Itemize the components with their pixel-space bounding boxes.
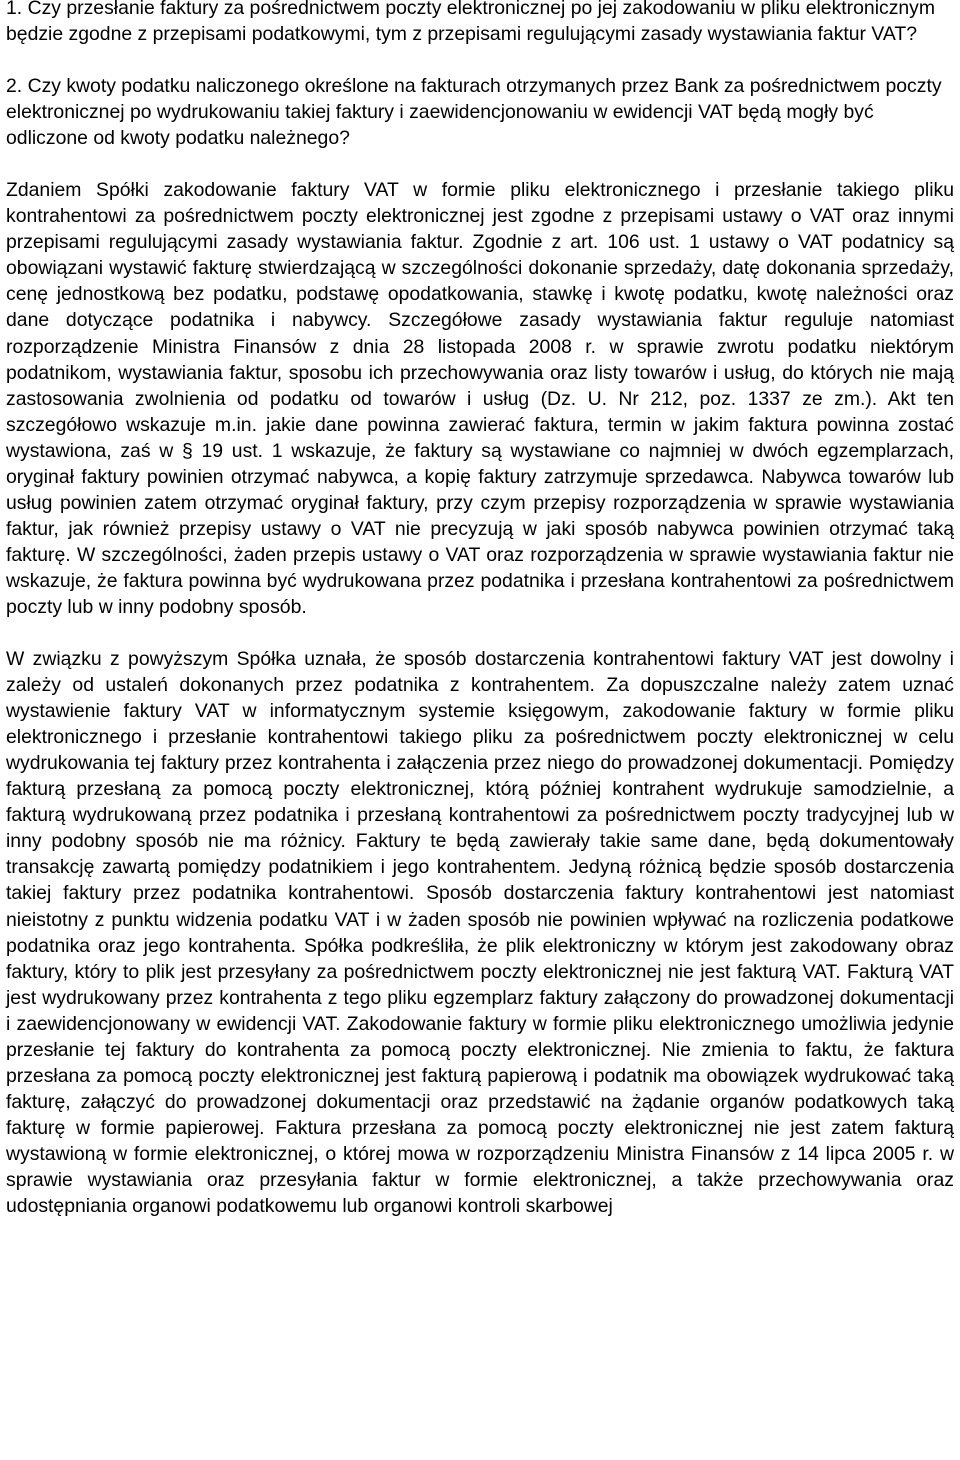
question-1-text: Czy przesłanie faktury za pośrednictwem poczty elektronicznej po jej zakodowaniu w pliku elektronicznym będzie zgodne z przepisami podatkowymi, tym z przepisami regulującymi zasady wystawiania faktur VAT?	[6, 0, 936, 46]
question-2-text: Czy kwoty podatku naliczonego określone na fakturach otrzymanych przez Bank za pośrednictwem poczty elektronicznej po wydrukowaniu takiej faktury i zaewidencjonowaniu w ewidencji VAT będą mogły być odliczone od kwoty podatku należnego?	[6, 75, 942, 150]
question-2-number: 2.	[6, 75, 23, 98]
paragraph-company-position: Zdaniem Spółki zakodowanie faktury VAT w formie pliku elektronicznego i przesłanie takiego pliku kontrahentowi za pośrednictwem poczty elektronicznej jest zgodne z przepisami ustawy o VAT oraz innymi przepisami regulującymi zasady wystawiania faktur. Zgodnie z art. 106 ust. 1 ustawy o VAT podatnicy są obowiązani wystawić fakturę stwierdzającą w szczególności dokonanie sprzedaży, datę dokonania sprzedaży, cenę jednostkową bez podatku, podstawę opodatkowania, stawkę i kwotę podatku, kwotę należności oraz dane dotyczące podatnika i nabywcy. Szczegółowe zasady wystawiania faktur reguluje natomiast rozporządzenie Ministra Finansów z dnia 28 listopada 2008 r. w sprawie zwrotu podatku niektórym podatnikom, wystawiania faktur, sposobu ich przechowywania oraz listy towarów i usług, do których nie mają zastosowania zwolnienia od podatku od towarów i usług (Dz. U. Nr 212, poz. 1337 ze zm.). Akt ten szczegółowo wskazuje m.in. jakie dane powinna zawierać faktura, termin w jakim faktura powinna zostać wystawiona, zaś w § 19 ust. 1 wskazuje, że faktury są wystawiane co najmniej w dwóch egzemplarzach, oryginał faktury powinien otrzymać nabywca, a kopię faktury zatrzymuje sprzedawca. Nabywca towarów lub usług powinien zatem otrzymać oryginał faktury, przy czym przepisy rozporządzenia w sprawie wystawiania faktur, jak również przepisy ustawy o VAT nie precyzują w jaki sposób nabywca powinien otrzymać taką fakturę. W szczególności, żaden przepis ustawy o VAT oraz rozporządzenia w sprawie wystawiania faktur nie wskazuje, że faktura powinna być wydrukowana przez podatnika i przesłana kontrahentowi za pośrednictwem poczty lub w inny podobny sposób.	[6, 179, 954, 618]
question-1	[6, 0, 954, 47]
question-2	[6, 73, 954, 151]
paragraph-conclusion: W związku z powyższym Spółka uznała, że sposób dostarczenia kontrahentowi faktury VAT jest dowolny i zależy od ustaleń dokonanych przez podatnika z kontrahentem. Za dopuszczalne należy zatem uznać wystawienie faktury VAT w informatycznym systemie księgowym, zakodowanie faktury w formie pliku elektronicznego i przesłanie kontrahentowi takiego pliku za pośrednictwem poczty elektronicznej w celu wydrukowania tej faktury przez kontrahenta i załączenia przez niego do prowadzonej dokumentacji. Pomiędzy fakturą przesłaną za pomocą poczty elektronicznej, którą później kontrahent wydrukuje samodzielnie, a fakturą wydrukowaną przez podatnika i przesłaną kontrahentowi za pośrednictwem poczty tradycyjnej lub w inny podobny sposób nie ma różnicy. Faktury te będą zawierały takie same dane, będą dokumentowały transakcję zawartą pomiędzy podatnikiem i jego kontrahentem. Jedyną różnicą będzie sposób dostarczenia takiej faktury przez podatnika kontrahentowi. Sposób dostarczenia faktury kontrahentowi jest natomiast nieistotny z punktu widzenia podatku VAT i w żaden sposób nie powinien wpływać na rozliczenia podatkowe podatnika oraz jego kontrahenta. Spółka podkreśliła, że plik elektroniczny w którym jest zakodowany obraz faktury, który to plik jest przesyłany za pośrednictwem poczty elektronicznej nie jest fakturą VAT. Fakturą VAT jest wydrukowany przez kontrahenta z tego pliku egzemplarz faktury załączony do prowadzonej dokumentacji i zaewidencjonowany w ewidencji VAT. Zakodowanie faktury w formie pliku elektronicznego umożliwia jedynie przesłanie tej faktury do kontrahenta za pomocą poczty elektronicznej. Nie zmienia to faktu, że faktura przesłana za pomocą poczty elektronicznej jest fakturą papierową i podatnik ma obowiązek wydrukować taką fakturę, załączyć do prowadzonej dokumentacji oraz przedstawić na żądanie organów podatkowych taką fakturę w formie papierowej. Faktura przesłana za pomocą poczty elektronicznej nie jest zatem fakturą wystawioną w formie elektronicznej, o której mowa w rozporządzeniu Ministra Finansów z 14 lipca 2005 r. w sprawie wystawiania oraz przesyłania faktur w formie elektronicznej, a także przechowywania oraz udostępniania organowi podatkowemu lub organowi kontroli skarbowej	[6, 648, 954, 1218]
question-1-number: 1.	[6, 0, 23, 19]
